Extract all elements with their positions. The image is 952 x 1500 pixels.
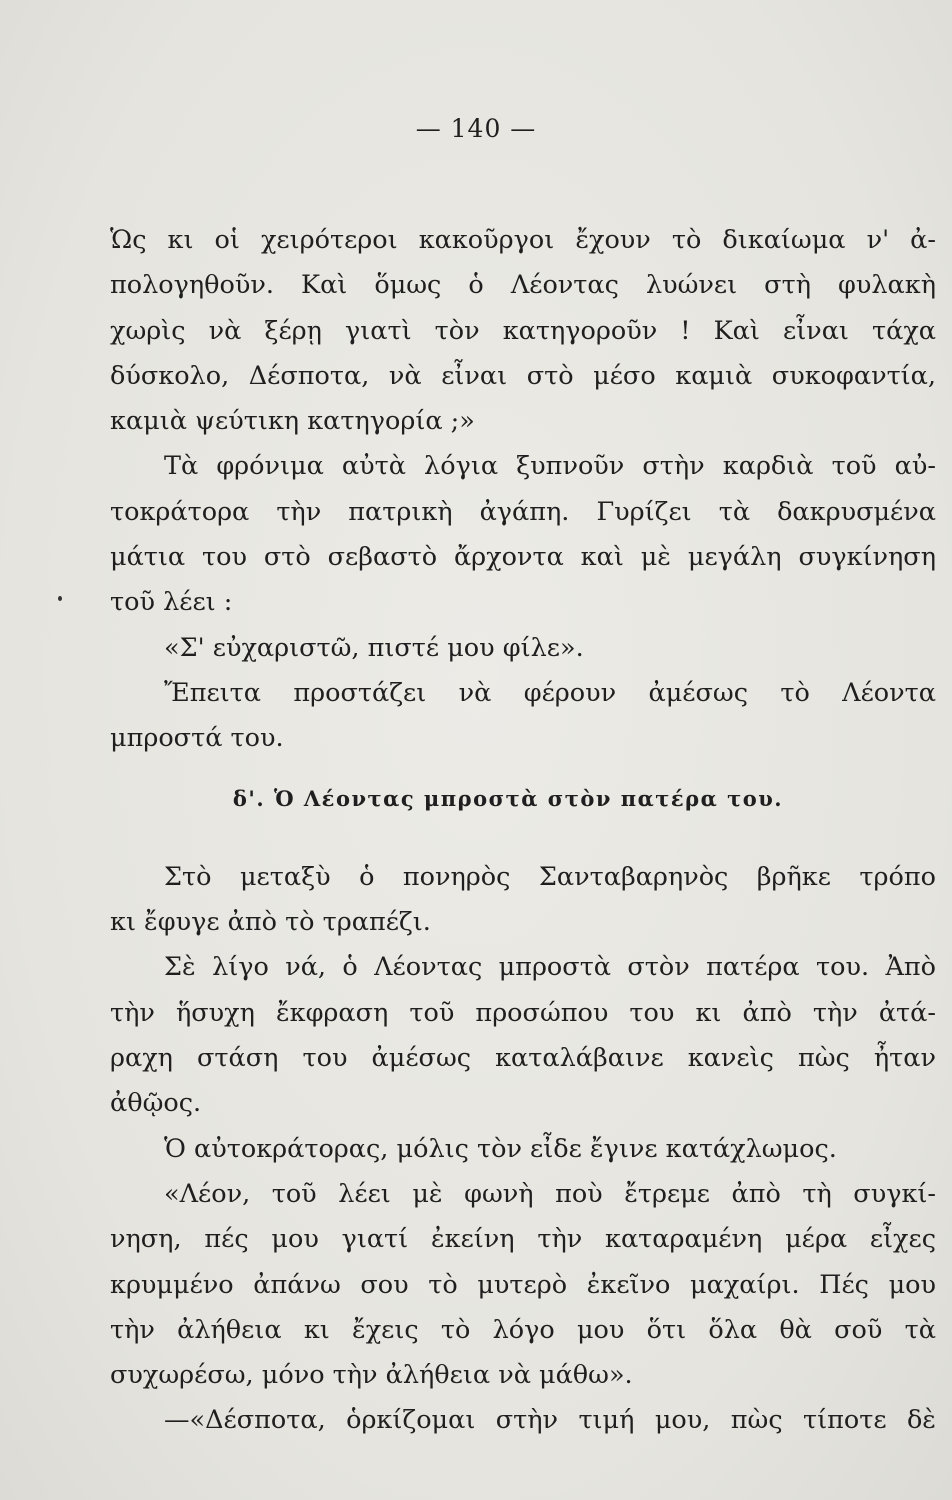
section-heading: δ'. Ὁ Λέοντας μπροστὰ στὸν πατέρα του. [232,785,784,811]
text-line: ραχη στάση του ἀμέσως καταλάβαινε κανεὶς πὼς ἦταν [110,1043,936,1074]
text-line: κρυμμένο ἀπάνω σου τὸ μυτερὸ ἐκεῖνο μαχαίρι. Πές μου [110,1269,936,1300]
text-line: Ὡς κι οἱ χειρότεροι κακοῦργοι ἔχουν τὸ δικαίωμα ν' ἀ- [110,225,936,255]
text-line: μπροστά του. [110,723,284,754]
text-line: Στὸ μεταξὺ ὁ πονηρὸς Σανταβαρηνὸς βρῆκε τρόπο [164,861,936,892]
text-line: πολογηθοῦν. Καὶ ὅμως ὁ Λέοντας λυώνει στὴ φυλακὴ [110,270,936,301]
page-number: — 140 — [415,114,537,143]
text-line: ἀθῷος. [110,1088,202,1119]
text-line: χωρὶς νὰ ξέρῃ γιατὶ τὸν κατηγοροῦν ! Καὶ εἶναι τάχα [110,315,936,346]
text-line: —«Δέσποτα, ὁρκίζομαι στὴν τιμή μου, πὼς τίποτε δὲ [164,1405,936,1436]
text-line: νηση, πές μου γιατί ἐκείνη τὴν καταραμένη μέρα εἶχες [110,1224,936,1255]
text-line: «Λέον, τοῦ λέει μὲ φωνὴ ποὺ ἔτρεμε ἀπὸ τὴ συγκί- [164,1178,936,1209]
text-line: συχωρέσω, μόνο τὴν ἀλήθεια νὰ μάθω». [110,1360,633,1391]
text-line: τὴν ἥσυχη ἔκφραση τοῦ προσώπου του κι ἀπὸ τὴν ἀτά- [110,997,936,1028]
text-line: τοκράτορα τὴν πατρικὴ ἀγάπη. Γυρίζει τὰ δακρυσμένα [110,496,936,527]
text-line: Ὁ αὐτοκράτορας, μόλις τὸν εἶδε ἔγινε κατάχλωμος. [164,1133,837,1164]
text-line: Σὲ λίγο νά, ὁ Λέοντας μπροστὰ στὸν πατέρα του. Ἀπὸ [164,952,936,983]
text-line: κι ἔφυγε ἀπὸ τὸ τραπέζι. [110,907,431,938]
text-line: Τὰ φρόνιμα αὐτὰ λόγια ξυπνοῦν στὴν καρδιὰ τοῦ αὐ- [164,451,936,482]
text-line: «Σ' εὐχαριστῶ, πιστέ μου φίλε». [164,632,584,663]
text-line: τοῦ λέει : [110,587,233,618]
print-speck [58,596,62,601]
body-text [110,218,936,1444]
text-line: μάτια του στὸ σεβαστὸ ἄρχοντα καὶ μὲ μεγάλη συγκίνηση [110,542,936,573]
text-line: δύσκολο, Δέσποτα, νὰ εἶναι στὸ μέσο καμιὰ συκοφαντία, [110,360,936,391]
text-line: καμιὰ ψεύτικη κατηγορία ;» [110,406,475,437]
text-line: Ἔπειτα προστάζει νὰ φέρουν ἀμέσως τὸ Λέοντα [164,677,936,708]
text-line: τὴν ἀλήθεια κι ἔχεις τὸ λόγο μου ὅτι ὅλα θὰ σοῦ τὰ [110,1314,936,1345]
